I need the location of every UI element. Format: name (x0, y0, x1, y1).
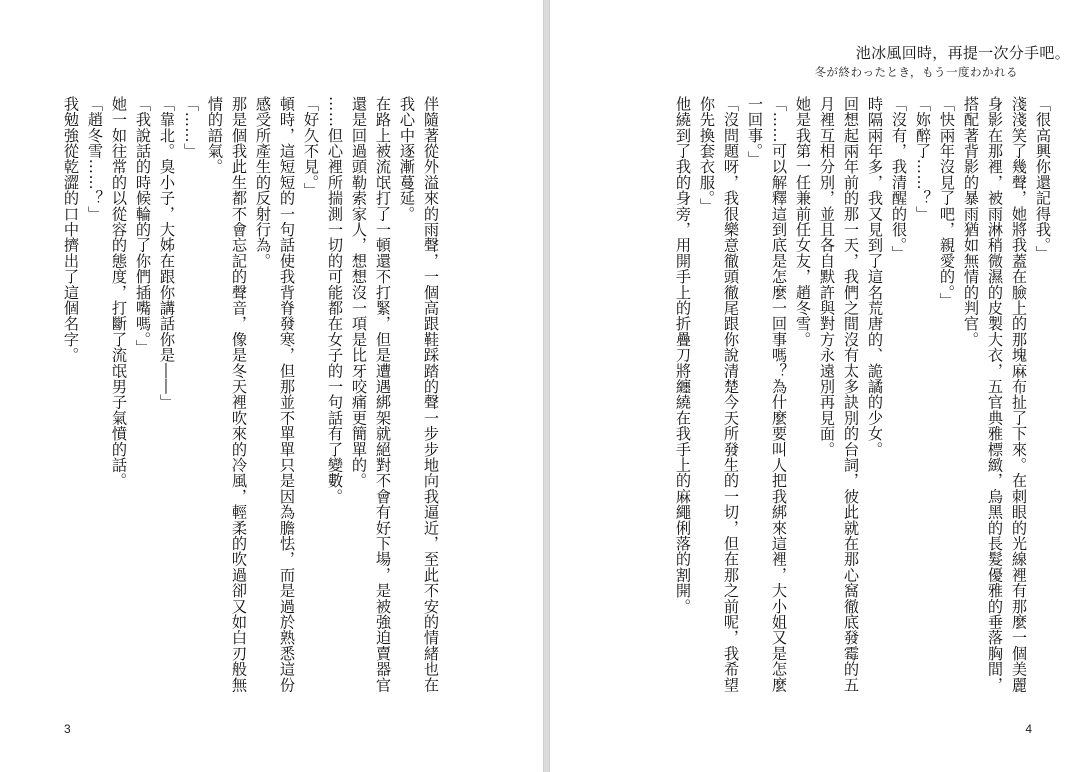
paragraph: 「沒問題呀，我很樂意徹頭徹尾跟你說清楚今天所發生的一切，但在那之前呢，我希望你先換套衣服。」 (698, 96, 740, 693)
paragraph: 頓時，這短短的一句話使我背脊發寒，但那並不單單只是因為膽怯，而是過於熟悉這份感受所產生的反射行為。 (254, 96, 296, 693)
chapter-subtitle: 冬が終わったとき，もう一度わかれる (814, 65, 1018, 79)
paragraph: 「好久不見。」 (302, 96, 320, 199)
right-page-body (671, 96, 1055, 708)
paragraph: 她一如往常的以從容的態度，打斷了流氓男子氣憤的話。 (110, 96, 128, 489)
paragraph: 「很高興你還記得我。」 (1034, 96, 1052, 262)
paragraph: 「趙冬雪……？」 (86, 96, 104, 222)
paragraph: 「沒有，我清醒的很。」 (890, 96, 908, 262)
paragraph: 「靠北。臭小子，大姊在跟你講話你是――」 (158, 96, 176, 410)
paragraph: 「……可以解釋這到底是怎麼一回事嗎？為什麼要叫人把我綁來這裡，大小姐又是怎麼一回事。」 (746, 96, 788, 693)
paragraph: 「……」 (182, 96, 200, 159)
left-page-body (59, 96, 443, 708)
paragraph: 伴隨著從外溢來的雨聲，一個高跟鞋踩踏的聲一步步地向我逼近，至此不安的情緒也在我心中逐漸蔓延。 (398, 96, 440, 693)
paragraph: 「妳醉了……？」 (914, 96, 932, 222)
paragraph: 我勉強從乾澀的口中擠出了這個名字。 (62, 96, 80, 363)
paragraph: ……但心裡所揣測一切的可能都在女子的一句話有了變數。 (326, 96, 344, 505)
chapter-title: 池冰風回時，再提一次分手吧。 (855, 44, 1070, 62)
paragraph: 回想起兩年前的那一天，我們之間沒有太多訣別的台詞，彼此就在那心窩徹底發霉的五月裡互相分別，並且各自默許與對方永遠別再見面。 (818, 96, 860, 693)
paragraph: 淺淺笑了幾聲，她將我蓋在臉上的那塊麻布扯了下來。在刺眼的光線裡有那麼一個美麗身影在那裡，被雨淋稍微濕的皮製大衣，五官典雅標緻，烏黑的長髮優雅的垂落胸間，搭配著背影的暴雨猶如無情的判官。 (962, 96, 1028, 693)
paragraph: 「快兩年沒見了吧，親愛的。」 (938, 96, 956, 309)
paragraph: 他繞到了我的身旁，用開手上的折疊刀將纏繞在我手上的麻繩俐落的割開。 (674, 96, 692, 615)
right-page (549, 0, 1092, 772)
left-page (0, 0, 544, 772)
paragraph: 「我說話的時候輪的了你們插嘴嗎。」 (134, 96, 152, 356)
paragraph: 在路上被流氓打了一頓還不打緊，但是遭遇綁架就絕對不會有好下場，是被強迫賣器官還是回過頭勒索家人，想想沒一項是比牙咬痛更簡單的。 (350, 96, 392, 693)
page-number-left: 3 (64, 722, 71, 736)
page-number-right: 4 (1025, 722, 1032, 736)
paragraph: 她是我第一任兼前任女友，趙冬雪。 (794, 96, 812, 348)
paragraph: 時隔兩年多，我又見到了這名荒唐的、詭譎的少女。 (866, 96, 884, 458)
paragraph: 那是個我此生都不會忘記的聲音，像是冬天裡吹來的冷風，輕柔的吹過卻又如白刃般無情的語氣。 (206, 96, 248, 693)
